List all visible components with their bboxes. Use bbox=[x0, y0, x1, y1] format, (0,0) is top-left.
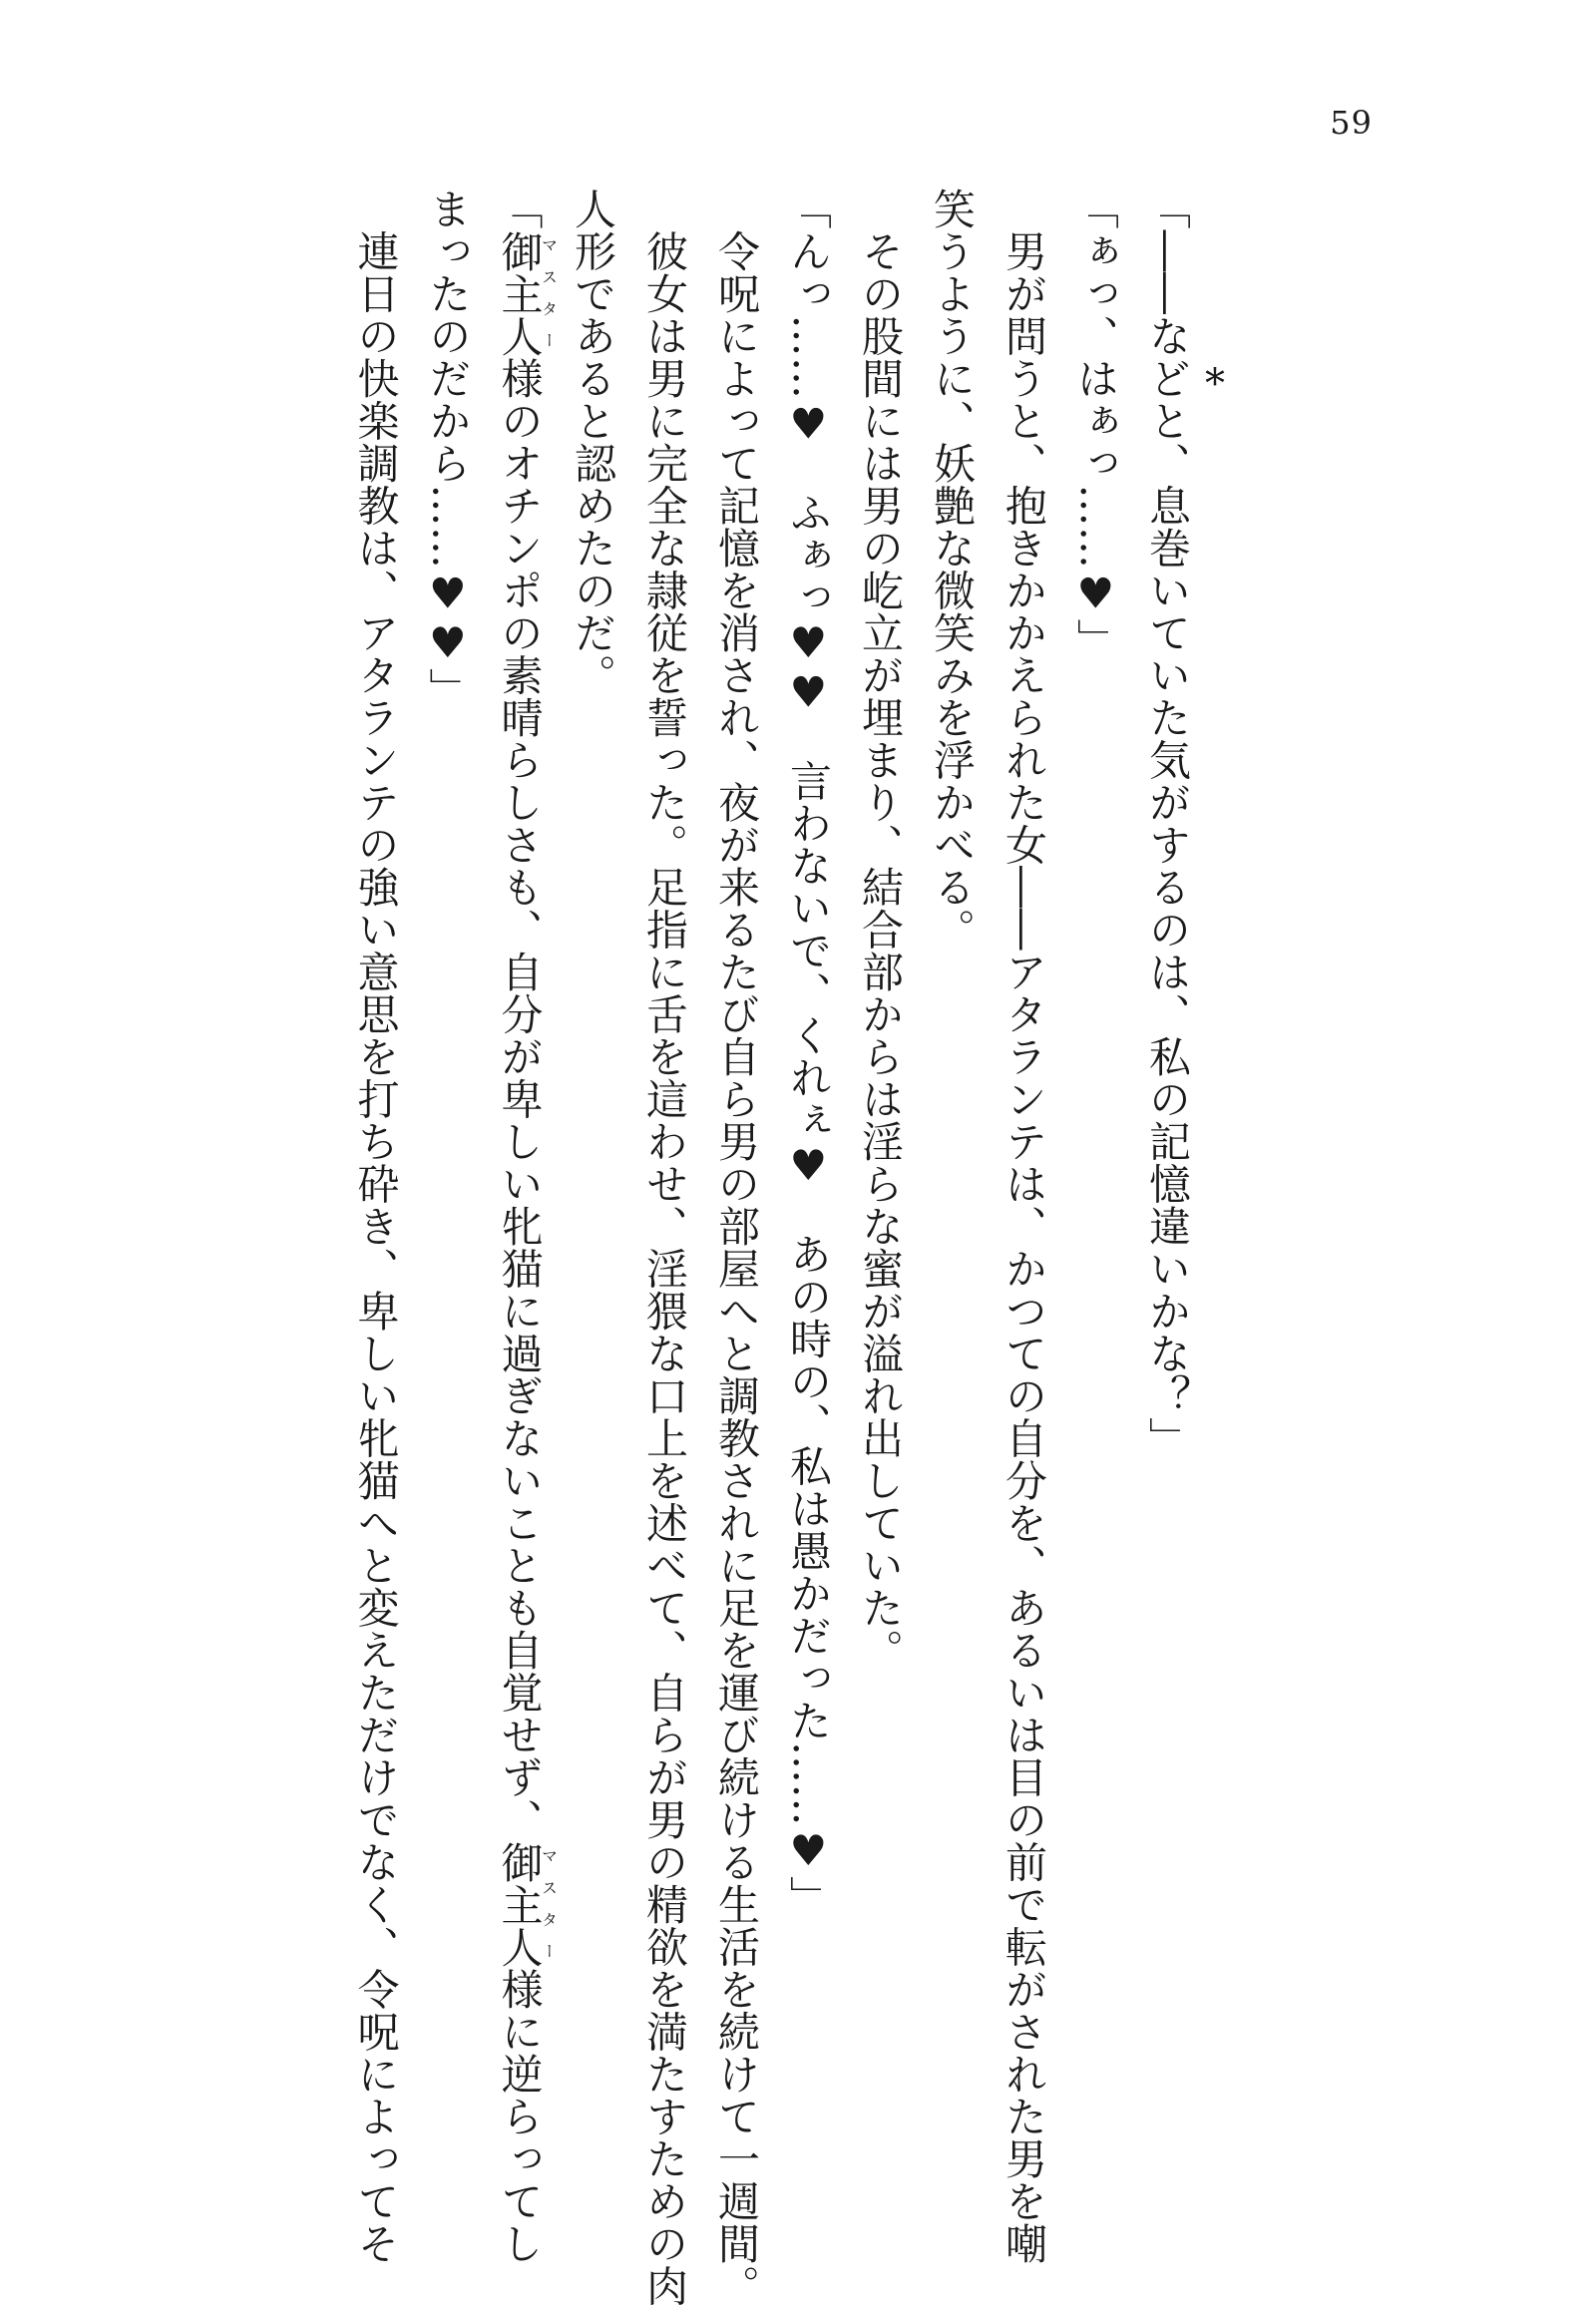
text-line: 男が問うと、抱きかかえられた女――アタランテは、かつての自分を、あるいは目の前で転がされた男を嘲 bbox=[999, 188, 1048, 2265]
text-line: 「――などと、息巻いていた気がするのは、私の記憶違いかな？」 bbox=[1143, 188, 1192, 1459]
ruby-annotation: 御主人マスター bbox=[495, 1840, 559, 1968]
text-line: 「ぁっ、はぁっ……♥」 bbox=[1071, 188, 1120, 661]
ruby-annotation: 御主人マスター bbox=[495, 229, 559, 357]
text-line: 人形であると認めたのだ。 bbox=[569, 188, 617, 696]
page-number: 59 bbox=[1330, 104, 1373, 142]
text-line: 彼女は男に完全な隷従を誓った。足指に舌を這わせ、淫猥な口上を述べて、自らが男の精欲を満たすための肉 bbox=[640, 188, 689, 2307]
text-line: その股間には男の屹立が埋まり、結合部からは淫らな蜜が溢れ出していた。 bbox=[856, 188, 905, 1672]
text-line: 令呪によって記憶を消され、夜が来るたび自ら男の部屋へと調教されに足を運び続ける生活を続けて一週間。 bbox=[712, 188, 761, 2307]
text-line: 連日の快楽調教は、アタランテの強い意思を打ち砕き、卑しい牝猫へと変えただけでなく、令呪によってそ bbox=[351, 188, 401, 2265]
text-line: 笑うように、妖艶な微笑みを浮かべる。 bbox=[928, 188, 977, 951]
text-line: まったのだから……♥♥」 bbox=[423, 188, 473, 710]
text-line: 「御主人マスター様のオチンポの素晴らしさも、自分が卑しい牝猫に過ぎないことも自覚せず、御主人マスター様に逆らってし bbox=[495, 188, 559, 2265]
text-line: 「んっ……♥ ふぁっ♥♥ 言わないで、くれぇ♥ あの時の、私は愚かだった……♥」 bbox=[784, 188, 833, 1918]
scene-break-asterisk: * bbox=[1205, 361, 1225, 407]
vertical-text-body bbox=[340, 188, 1204, 2307]
